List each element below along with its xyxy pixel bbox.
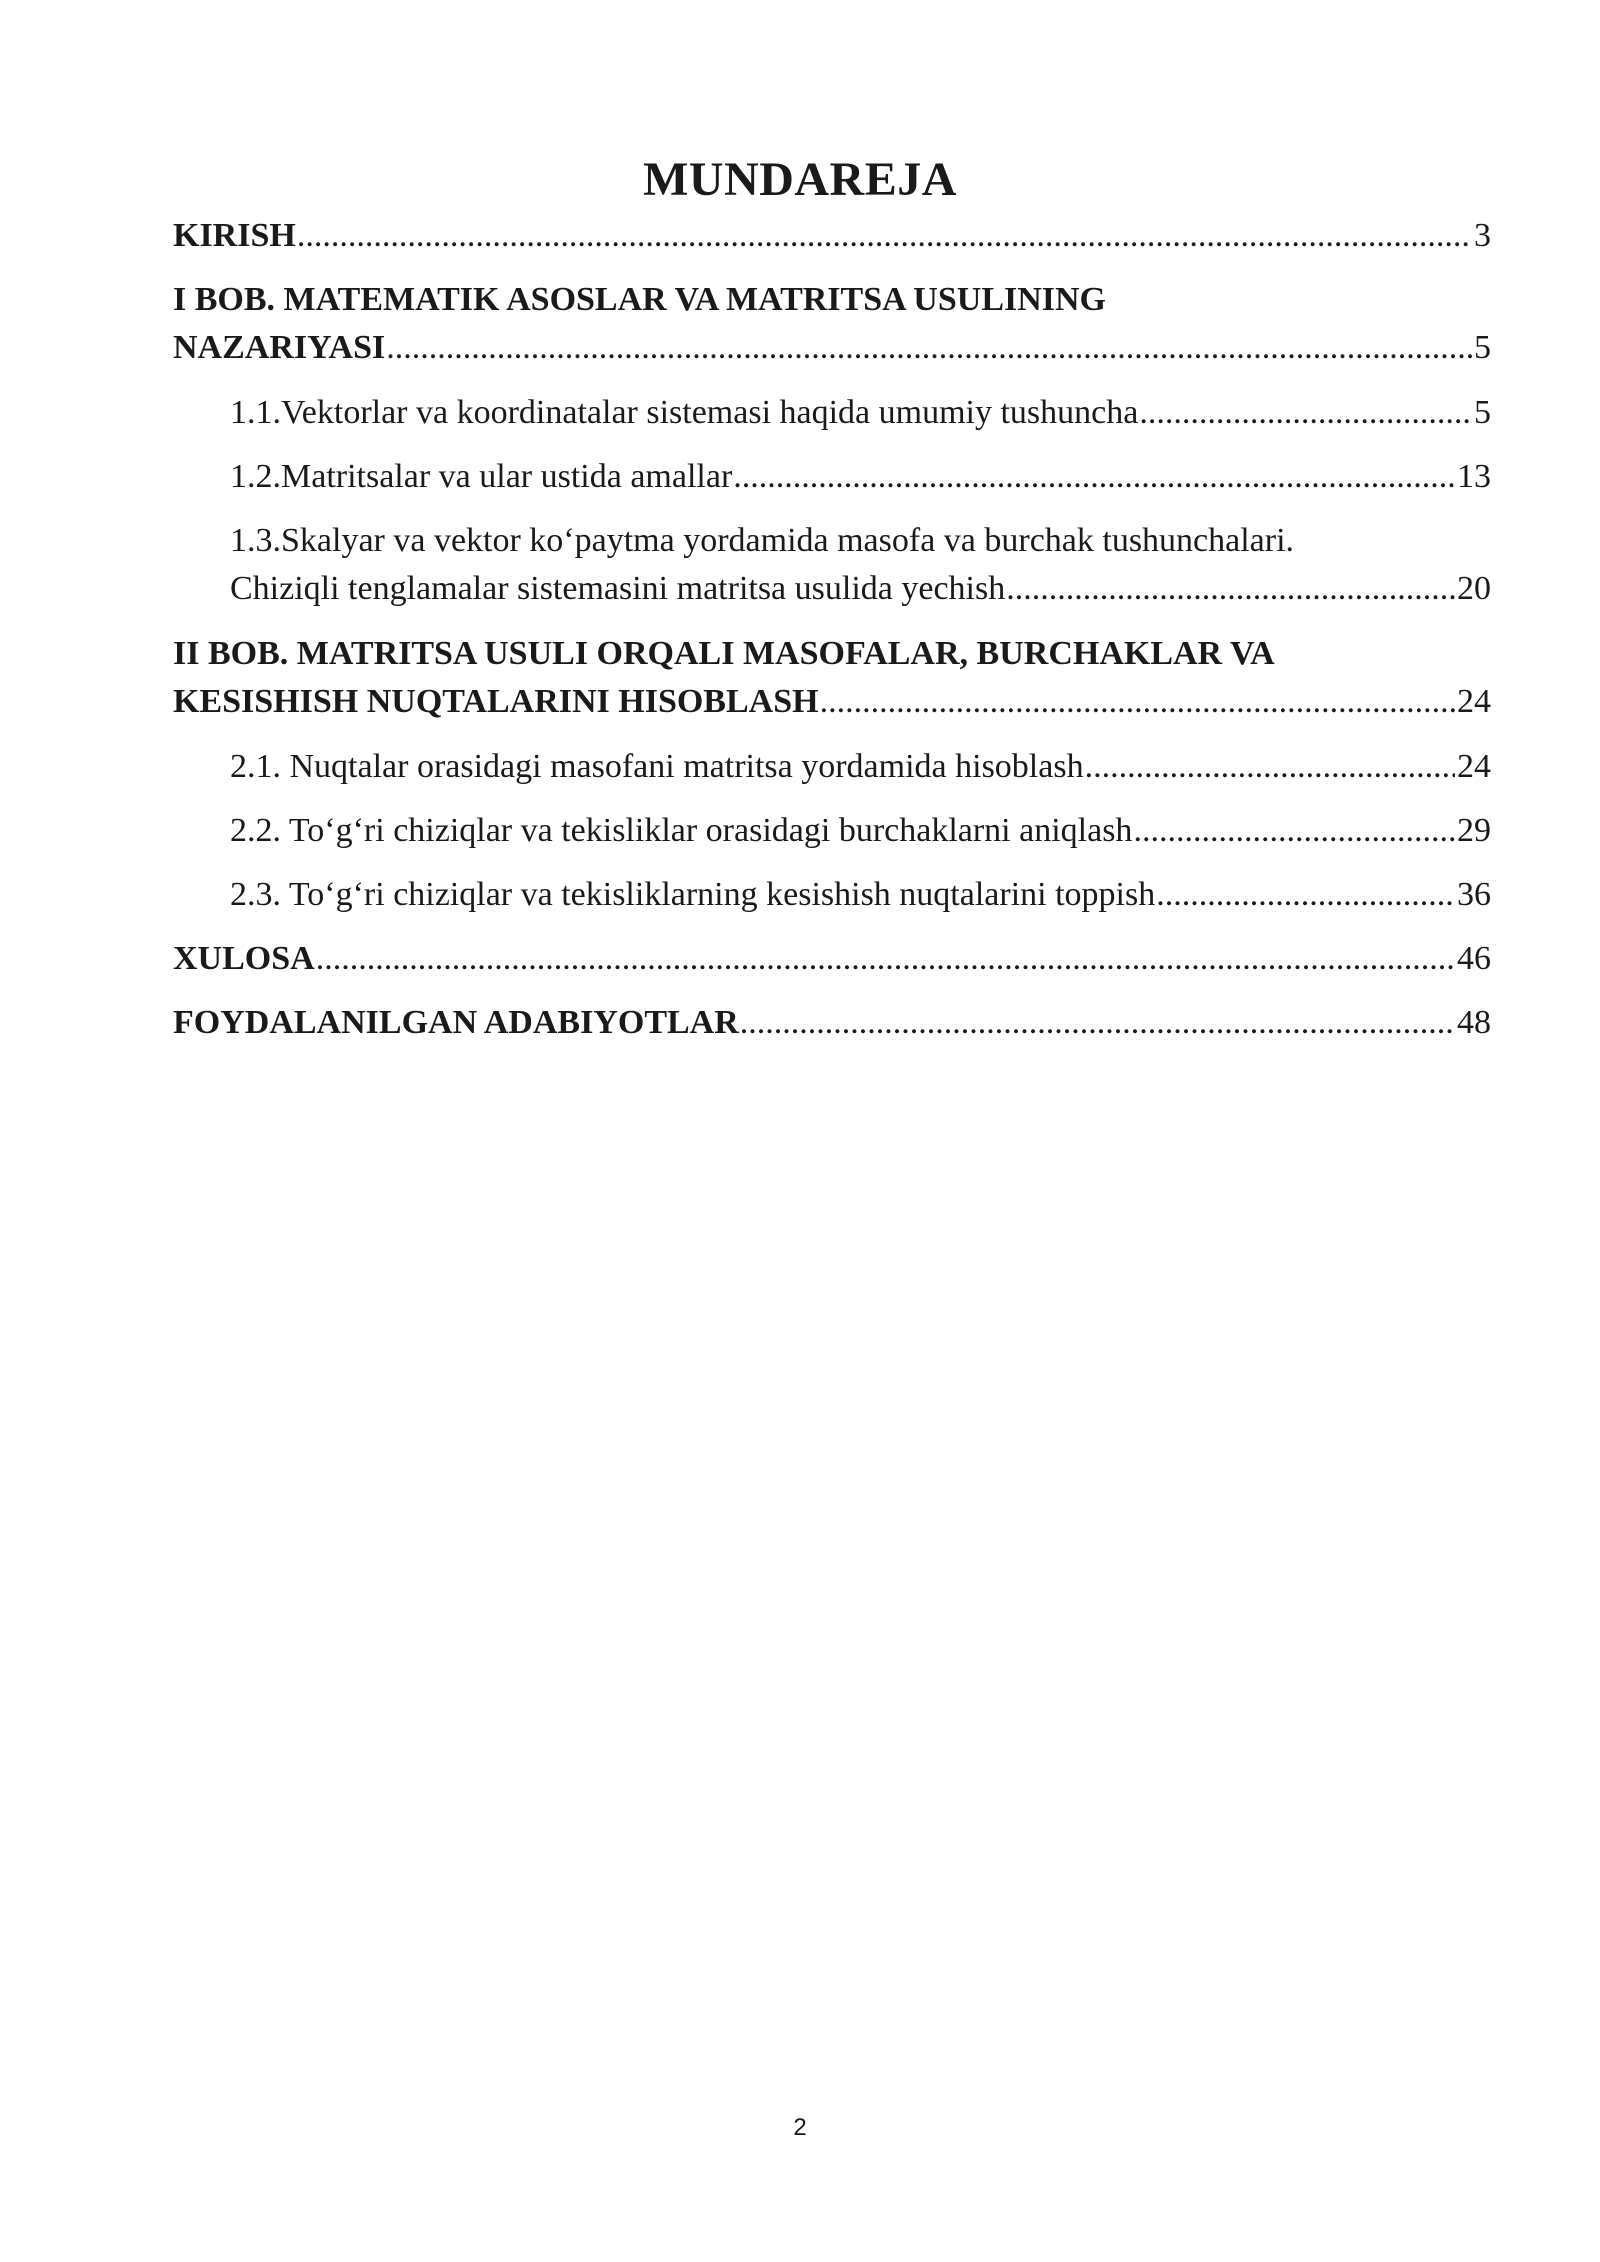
toc-entry-section-1-2[interactable] xyxy=(230,453,1491,501)
toc-entry-chapter-2[interactable] xyxy=(173,630,1491,726)
dot-leader xyxy=(1133,807,1455,855)
toc-entry-label: 2.3. To‘g‘ri chiziqlar va tekisliklarning kesishish nuqtalarini toppish xyxy=(230,876,1156,913)
toc-entry-label: FOYDALANILGAN ADABIYOTLAR xyxy=(173,1004,739,1041)
toc-entry-label: 1.2.Matritsalar va ular ustida amallar xyxy=(230,458,733,495)
toc-entry-label: 1.1.Vektorlar va koordinatalar sistemasi haqida umumiy tushuncha xyxy=(230,394,1139,431)
toc-page-number: 48 xyxy=(1457,1004,1491,1041)
toc-entry-label: 2.1. Nuqtalar orasidagi masofani matritsa yordamida hisoblash xyxy=(230,748,1084,785)
toc-page-number: 36 xyxy=(1457,876,1491,913)
toc-entry-section-1-3[interactable] xyxy=(230,517,1491,613)
dot-leader xyxy=(740,999,1455,1047)
dot-leader xyxy=(297,212,1472,260)
toc-entry-label-continued: Chiziqli tenglamalar sistemasini matritsa usulida yechish xyxy=(230,570,1006,607)
toc-entry-label: XULOSA xyxy=(173,940,315,977)
toc-page-number: 46 xyxy=(1457,940,1491,977)
toc-page-number: 5 xyxy=(1474,329,1491,366)
toc-entry-section-2-3[interactable] xyxy=(230,871,1491,919)
page-number-footer: 2 xyxy=(793,2114,807,2141)
toc-entry-kirish[interactable] xyxy=(173,212,1491,260)
dot-leader xyxy=(733,453,1455,501)
toc-page-number: 20 xyxy=(1457,570,1491,607)
toc-entry-section-2-1[interactable] xyxy=(230,743,1491,791)
toc-page-number: 5 xyxy=(1474,394,1491,431)
toc-entry-section-1-1[interactable] xyxy=(230,389,1491,437)
toc-entry-chapter-1[interactable] xyxy=(173,276,1491,372)
dot-leader xyxy=(1085,743,1455,791)
toc-page-number: 29 xyxy=(1457,812,1491,849)
toc-entry-xulosa[interactable] xyxy=(173,935,1491,983)
toc-entry-label: II BOB. MATRITSA USULI ORQALI MASOFALAR, BURCHAKLAR VA xyxy=(173,635,1275,672)
dot-leader xyxy=(1156,871,1455,919)
toc-page-number: 3 xyxy=(1474,217,1491,254)
toc-entry-label-continued: NAZARIYASI xyxy=(173,329,386,366)
toc-page-number: 24 xyxy=(1457,683,1491,720)
toc-entry-label-continued: KESISHISH NUQTALARINI HISOBLASH xyxy=(173,683,819,720)
dot-leader xyxy=(1139,389,1472,437)
dot-leader xyxy=(316,935,1455,983)
toc-entry-label: 1.3.Skalyar va vektor ko‘paytma yordamida masofa va burchak tushunchalari. xyxy=(230,522,1295,559)
toc-entry-label: KIRISH xyxy=(173,217,296,254)
toc-entry-label: 2.2. To‘g‘ri chiziqlar va tekisliklar orasidagi burchaklarni aniqlash xyxy=(230,812,1133,849)
dot-leader xyxy=(386,324,1472,372)
toc-entry-section-2-2[interactable] xyxy=(230,807,1491,855)
toc-page-number: 13 xyxy=(1457,458,1491,495)
dot-leader xyxy=(1006,565,1455,613)
dot-leader xyxy=(820,678,1455,726)
toc-entry-label: I BOB. MATEMATIK ASOSLAR VA MATRITSA USULINING xyxy=(173,281,1107,318)
toc-title: MUNDAREJA xyxy=(643,153,957,206)
toc-entry-references[interactable] xyxy=(173,999,1491,1047)
toc-page-number: 24 xyxy=(1457,748,1491,785)
